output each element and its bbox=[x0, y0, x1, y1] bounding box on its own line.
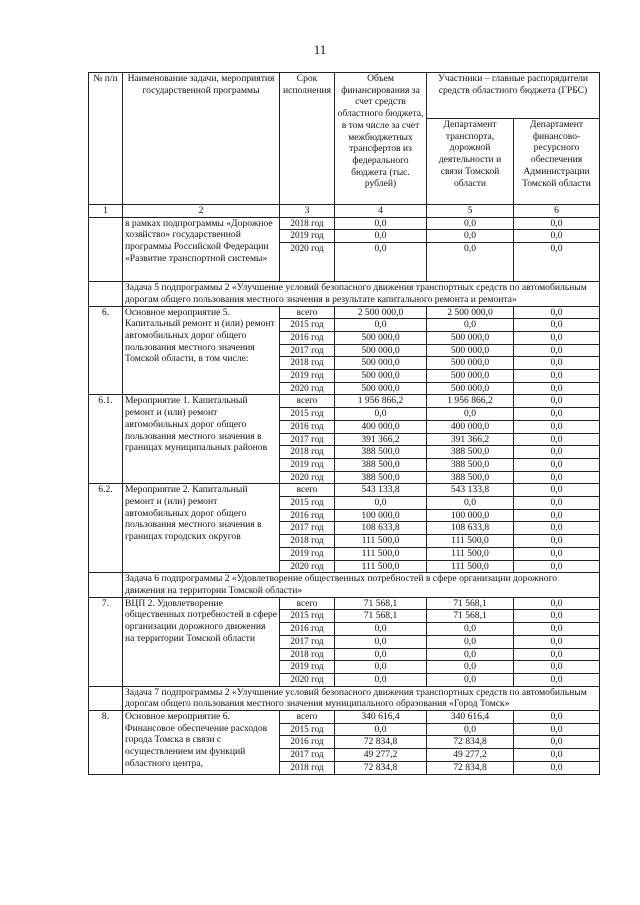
dept1-cell: 500 000,0 bbox=[427, 382, 514, 395]
dept2-cell: 0,0 bbox=[514, 319, 600, 332]
year-cell: 2018 год bbox=[280, 535, 335, 548]
dept2-cell: 0,0 bbox=[514, 344, 600, 357]
dept2-cell: 0,0 bbox=[514, 723, 600, 736]
column-number: 3 bbox=[280, 205, 335, 218]
volume-cell: 500 000,0 bbox=[335, 382, 427, 395]
year-cell: всего bbox=[280, 484, 335, 497]
measure-name: Мероприятие 1. Капитальный ремонт и (или) ремонт автомобильных дорог общего пользования местного значения в границах муниципальных районов bbox=[123, 395, 280, 484]
dept1-cell: 500 000,0 bbox=[427, 370, 514, 383]
dept2-cell: 0,0 bbox=[514, 547, 600, 560]
dept2-cell: 0,0 bbox=[514, 535, 600, 548]
volume-cell: 500 000,0 bbox=[335, 331, 427, 344]
dept2-cell: 0,0 bbox=[514, 420, 600, 433]
dept2-cell: 0,0 bbox=[514, 635, 600, 648]
dept1-cell: 400 000,0 bbox=[427, 420, 514, 433]
volume-cell: 1 956 866,2 bbox=[335, 395, 427, 408]
dept1-cell: 0,0 bbox=[427, 497, 514, 510]
row-number: 6. bbox=[89, 306, 123, 395]
dept1-cell: 72 834,8 bbox=[427, 736, 514, 749]
dept2-cell: 0,0 bbox=[514, 370, 600, 383]
dept2-cell: 0,0 bbox=[514, 648, 600, 661]
dept1-cell: 71 568,1 bbox=[427, 610, 514, 623]
dept1-cell: 0,0 bbox=[427, 635, 514, 648]
volume-cell: 71 568,1 bbox=[335, 610, 427, 623]
volume-cell: 0,0 bbox=[335, 648, 427, 661]
dept2-cell: 0,0 bbox=[514, 597, 600, 610]
year-cell: 2020 год bbox=[280, 243, 335, 282]
task-number-cell bbox=[89, 573, 123, 597]
dept1-cell: 72 834,8 bbox=[427, 761, 514, 774]
dept1-cell: 388 500,0 bbox=[427, 471, 514, 484]
task-title: Задача 6 подпрограммы 2 «Удовлетворение общественных потребностей в сфере организации дорожного движения на территории Томской области» bbox=[123, 573, 600, 597]
column-numbers-row bbox=[89, 205, 600, 218]
dept1-cell: 111 500,0 bbox=[427, 560, 514, 573]
column-number: 1 bbox=[89, 205, 123, 218]
volume-cell: 388 500,0 bbox=[335, 446, 427, 459]
year-cell: 2020 год bbox=[280, 382, 335, 395]
volume-cell: 0,0 bbox=[335, 230, 427, 243]
year-cell: 2016 год bbox=[280, 736, 335, 749]
volume-cell: 72 834,8 bbox=[335, 761, 427, 774]
year-cell: 2017 год bbox=[280, 433, 335, 446]
dept2-cell: 0,0 bbox=[514, 673, 600, 686]
dept1-cell: 0,0 bbox=[427, 623, 514, 636]
year-cell: 2020 год bbox=[280, 471, 335, 484]
task-row bbox=[89, 573, 600, 597]
volume-cell: 400 000,0 bbox=[335, 420, 427, 433]
year-cell: 2018 год bbox=[280, 446, 335, 459]
volume-cell: 500 000,0 bbox=[335, 344, 427, 357]
dept1-cell: 111 500,0 bbox=[427, 547, 514, 560]
year-cell: 2017 год bbox=[280, 344, 335, 357]
dept2-cell: 0,0 bbox=[514, 408, 600, 421]
dept2-cell: 0,0 bbox=[514, 306, 600, 319]
table-row bbox=[89, 217, 600, 230]
volume-cell: 500 000,0 bbox=[335, 357, 427, 370]
volume-cell: 111 500,0 bbox=[335, 560, 427, 573]
dept1-cell: 500 000,0 bbox=[427, 331, 514, 344]
dept1-cell: 100 000,0 bbox=[427, 509, 514, 522]
column-number: 2 bbox=[123, 205, 280, 218]
dept1-cell: 388 500,0 bbox=[427, 446, 514, 459]
measure-name: Основное мероприятие 5. Капитальный ремонт и (или) ремонт автомобильных дорог общего пользования местного значения Томской области, в том числе: bbox=[123, 306, 280, 395]
dept2-cell: 0,0 bbox=[514, 217, 600, 230]
volume-cell: 0,0 bbox=[335, 661, 427, 674]
measure-name: Основное мероприятие 6. Финансовое обеспечение расходов города Томска в связи с осуществлением им функций областного центра, bbox=[123, 711, 280, 775]
dept1-cell: 0,0 bbox=[427, 661, 514, 674]
dept2-cell: 0,0 bbox=[514, 331, 600, 344]
task-row bbox=[89, 282, 600, 306]
task-number-cell bbox=[89, 282, 123, 306]
measure-name: в рамках подпрограммы «Дорожное хозяйство» государственной программы Российской Федерации «Развитие транспортной системы» bbox=[123, 217, 280, 281]
dept1-cell: 0,0 bbox=[427, 243, 514, 282]
volume-cell: 2 500 000,0 bbox=[335, 306, 427, 319]
header-term: Срок исполнения bbox=[280, 73, 335, 205]
header-row bbox=[89, 73, 600, 119]
dept1-cell: 0,0 bbox=[427, 230, 514, 243]
dept1-cell: 71 568,1 bbox=[427, 597, 514, 610]
volume-cell: 111 500,0 bbox=[335, 535, 427, 548]
year-cell: 2019 год bbox=[280, 370, 335, 383]
volume-cell: 71 568,1 bbox=[335, 597, 427, 610]
volume-cell: 0,0 bbox=[335, 497, 427, 510]
year-cell: всего bbox=[280, 711, 335, 724]
table-row bbox=[89, 484, 600, 497]
year-cell: 2020 год bbox=[280, 673, 335, 686]
year-cell: 2015 год bbox=[280, 319, 335, 332]
volume-cell: 49 277,2 bbox=[335, 749, 427, 762]
volume-cell: 0,0 bbox=[335, 217, 427, 230]
measure-name: ВЦП 2. Удовлетворение общественных потребностей в сфере организации дорожного движения на территории Томской области bbox=[123, 597, 280, 686]
year-cell: 2017 год bbox=[280, 635, 335, 648]
volume-cell: 0,0 bbox=[335, 319, 427, 332]
dept2-cell: 0,0 bbox=[514, 560, 600, 573]
row-number: 6.2. bbox=[89, 484, 123, 573]
dept2-cell: 0,0 bbox=[514, 484, 600, 497]
year-cell: всего bbox=[280, 597, 335, 610]
table-row bbox=[89, 711, 600, 724]
volume-cell: 0,0 bbox=[335, 623, 427, 636]
dept2-cell: 0,0 bbox=[514, 623, 600, 636]
volume-cell: 500 000,0 bbox=[335, 370, 427, 383]
dept1-cell: 340 616,4 bbox=[427, 711, 514, 724]
financing-table bbox=[88, 72, 600, 775]
dept1-cell: 500 000,0 bbox=[427, 357, 514, 370]
dept2-cell: 0,0 bbox=[514, 458, 600, 471]
year-cell: 2019 год bbox=[280, 230, 335, 243]
year-cell: 2015 год bbox=[280, 723, 335, 736]
dept1-cell: 108 633,8 bbox=[427, 522, 514, 535]
volume-cell: 72 834,8 bbox=[335, 736, 427, 749]
volume-cell: 0,0 bbox=[335, 243, 427, 282]
measure-name: Мероприятие 2. Капитальный ремонт и (или) ремонт автомобильных дорог общего пользования местного значения в границах городских округов bbox=[123, 484, 280, 573]
volume-cell: 0,0 bbox=[335, 673, 427, 686]
volume-cell: 391 366,2 bbox=[335, 433, 427, 446]
dept1-cell: 0,0 bbox=[427, 648, 514, 661]
dept2-cell: 0,0 bbox=[514, 357, 600, 370]
volume-cell: 108 633,8 bbox=[335, 522, 427, 535]
table-row bbox=[89, 306, 600, 319]
year-cell: 2016 год bbox=[280, 509, 335, 522]
volume-cell: 0,0 bbox=[335, 635, 427, 648]
dept2-cell: 0,0 bbox=[514, 749, 600, 762]
year-cell: 2019 год bbox=[280, 458, 335, 471]
dept2-cell: 0,0 bbox=[514, 736, 600, 749]
dept1-cell: 543 133,8 bbox=[427, 484, 514, 497]
dept2-cell: 0,0 bbox=[514, 497, 600, 510]
year-cell: 2019 год bbox=[280, 661, 335, 674]
dept1-cell: 49 277,2 bbox=[427, 749, 514, 762]
header-dept-finance: Департамент финансово-ресурсного обеспечения Администрации Томской области bbox=[514, 119, 600, 205]
dept2-cell: 0,0 bbox=[514, 395, 600, 408]
header-participants: Участники – главные распорядители средств областного бюджета (ГРБС) bbox=[427, 73, 600, 119]
dept2-cell: 0,0 bbox=[514, 433, 600, 446]
dept1-cell: 0,0 bbox=[427, 673, 514, 686]
dept1-cell: 0,0 bbox=[427, 723, 514, 736]
column-number: 4 bbox=[335, 205, 427, 218]
dept1-cell: 0,0 bbox=[427, 217, 514, 230]
volume-cell: 340 616,4 bbox=[335, 711, 427, 724]
volume-cell: 0,0 bbox=[335, 723, 427, 736]
row-number bbox=[89, 217, 123, 281]
row-number: 8. bbox=[89, 711, 123, 775]
dept2-cell: 0,0 bbox=[514, 661, 600, 674]
year-cell: 2017 год bbox=[280, 522, 335, 535]
dept2-cell: 0,0 bbox=[514, 243, 600, 282]
row-number: 7. bbox=[89, 597, 123, 686]
dept1-cell: 1 956 866,2 bbox=[427, 395, 514, 408]
dept1-cell: 111 500,0 bbox=[427, 535, 514, 548]
volume-cell: 543 133,8 bbox=[335, 484, 427, 497]
task-title: Задача 5 подпрограммы 2 «Улучшение условий безопасного движения транспортных средств по автомобильным дорогам общего пользования местного значения в результате капитального ремонта и ремонта» bbox=[123, 282, 600, 306]
dept2-cell: 0,0 bbox=[514, 610, 600, 623]
table-row bbox=[89, 597, 600, 610]
dept2-cell: 0,0 bbox=[514, 509, 600, 522]
task-title: Задача 7 подпрограммы 2 «Улучшение условий безопасного движения транспортных средств по автомобильным дорогам общего пользования местного значения муниципального образования «Город Томск» bbox=[123, 686, 600, 710]
year-cell: 2018 год bbox=[280, 761, 335, 774]
year-cell: 2016 год bbox=[280, 331, 335, 344]
dept1-cell: 2 500 000,0 bbox=[427, 306, 514, 319]
year-cell: 2018 год bbox=[280, 357, 335, 370]
dept1-cell: 391 366,2 bbox=[427, 433, 514, 446]
dept2-cell: 0,0 bbox=[514, 446, 600, 459]
row-number: 6.1. bbox=[89, 395, 123, 484]
year-cell: 2015 год bbox=[280, 497, 335, 510]
dept2-cell: 0,0 bbox=[514, 522, 600, 535]
volume-cell: 388 500,0 bbox=[335, 471, 427, 484]
year-cell: всего bbox=[280, 395, 335, 408]
column-number: 6 bbox=[514, 205, 600, 218]
year-cell: 2016 год bbox=[280, 623, 335, 636]
dept2-cell: 0,0 bbox=[514, 471, 600, 484]
year-cell: 2018 год bbox=[280, 217, 335, 230]
header-nn: № п/п bbox=[89, 73, 123, 205]
year-cell: всего bbox=[280, 306, 335, 319]
dept2-cell: 0,0 bbox=[514, 230, 600, 243]
volume-cell: 111 500,0 bbox=[335, 547, 427, 560]
task-row bbox=[89, 686, 600, 710]
dept2-cell: 0,0 bbox=[514, 761, 600, 774]
dept1-cell: 388 500,0 bbox=[427, 458, 514, 471]
year-cell: 2016 год bbox=[280, 420, 335, 433]
year-cell: 2015 год bbox=[280, 408, 335, 421]
dept1-cell: 0,0 bbox=[427, 408, 514, 421]
page-number: 11 bbox=[313, 42, 327, 57]
year-cell: 2020 год bbox=[280, 560, 335, 573]
table-row bbox=[89, 395, 600, 408]
header-dept-transport: Департамент транспорта, дорожной деятельности и связи Томской области bbox=[427, 119, 514, 205]
dept1-cell: 500 000,0 bbox=[427, 344, 514, 357]
year-cell: 2017 год bbox=[280, 749, 335, 762]
dept2-cell: 0,0 bbox=[514, 382, 600, 395]
header-volume: Объем финансирования за счет средств областного бюджета, в том числе за счет межбюджетных трансфертов из федерального бюджета (тыс. рублей) bbox=[335, 73, 427, 205]
year-cell: 2018 год bbox=[280, 648, 335, 661]
dept2-cell: 0,0 bbox=[514, 711, 600, 724]
volume-cell: 388 500,0 bbox=[335, 458, 427, 471]
task-number-cell bbox=[89, 686, 123, 710]
volume-cell: 0,0 bbox=[335, 408, 427, 421]
year-cell: 2019 год bbox=[280, 547, 335, 560]
volume-cell: 100 000,0 bbox=[335, 509, 427, 522]
column-number: 5 bbox=[427, 205, 514, 218]
year-cell: 2015 год bbox=[280, 610, 335, 623]
header-name: Наименование задачи, мероприятия государственной программы bbox=[123, 73, 280, 205]
dept1-cell: 0,0 bbox=[427, 319, 514, 332]
